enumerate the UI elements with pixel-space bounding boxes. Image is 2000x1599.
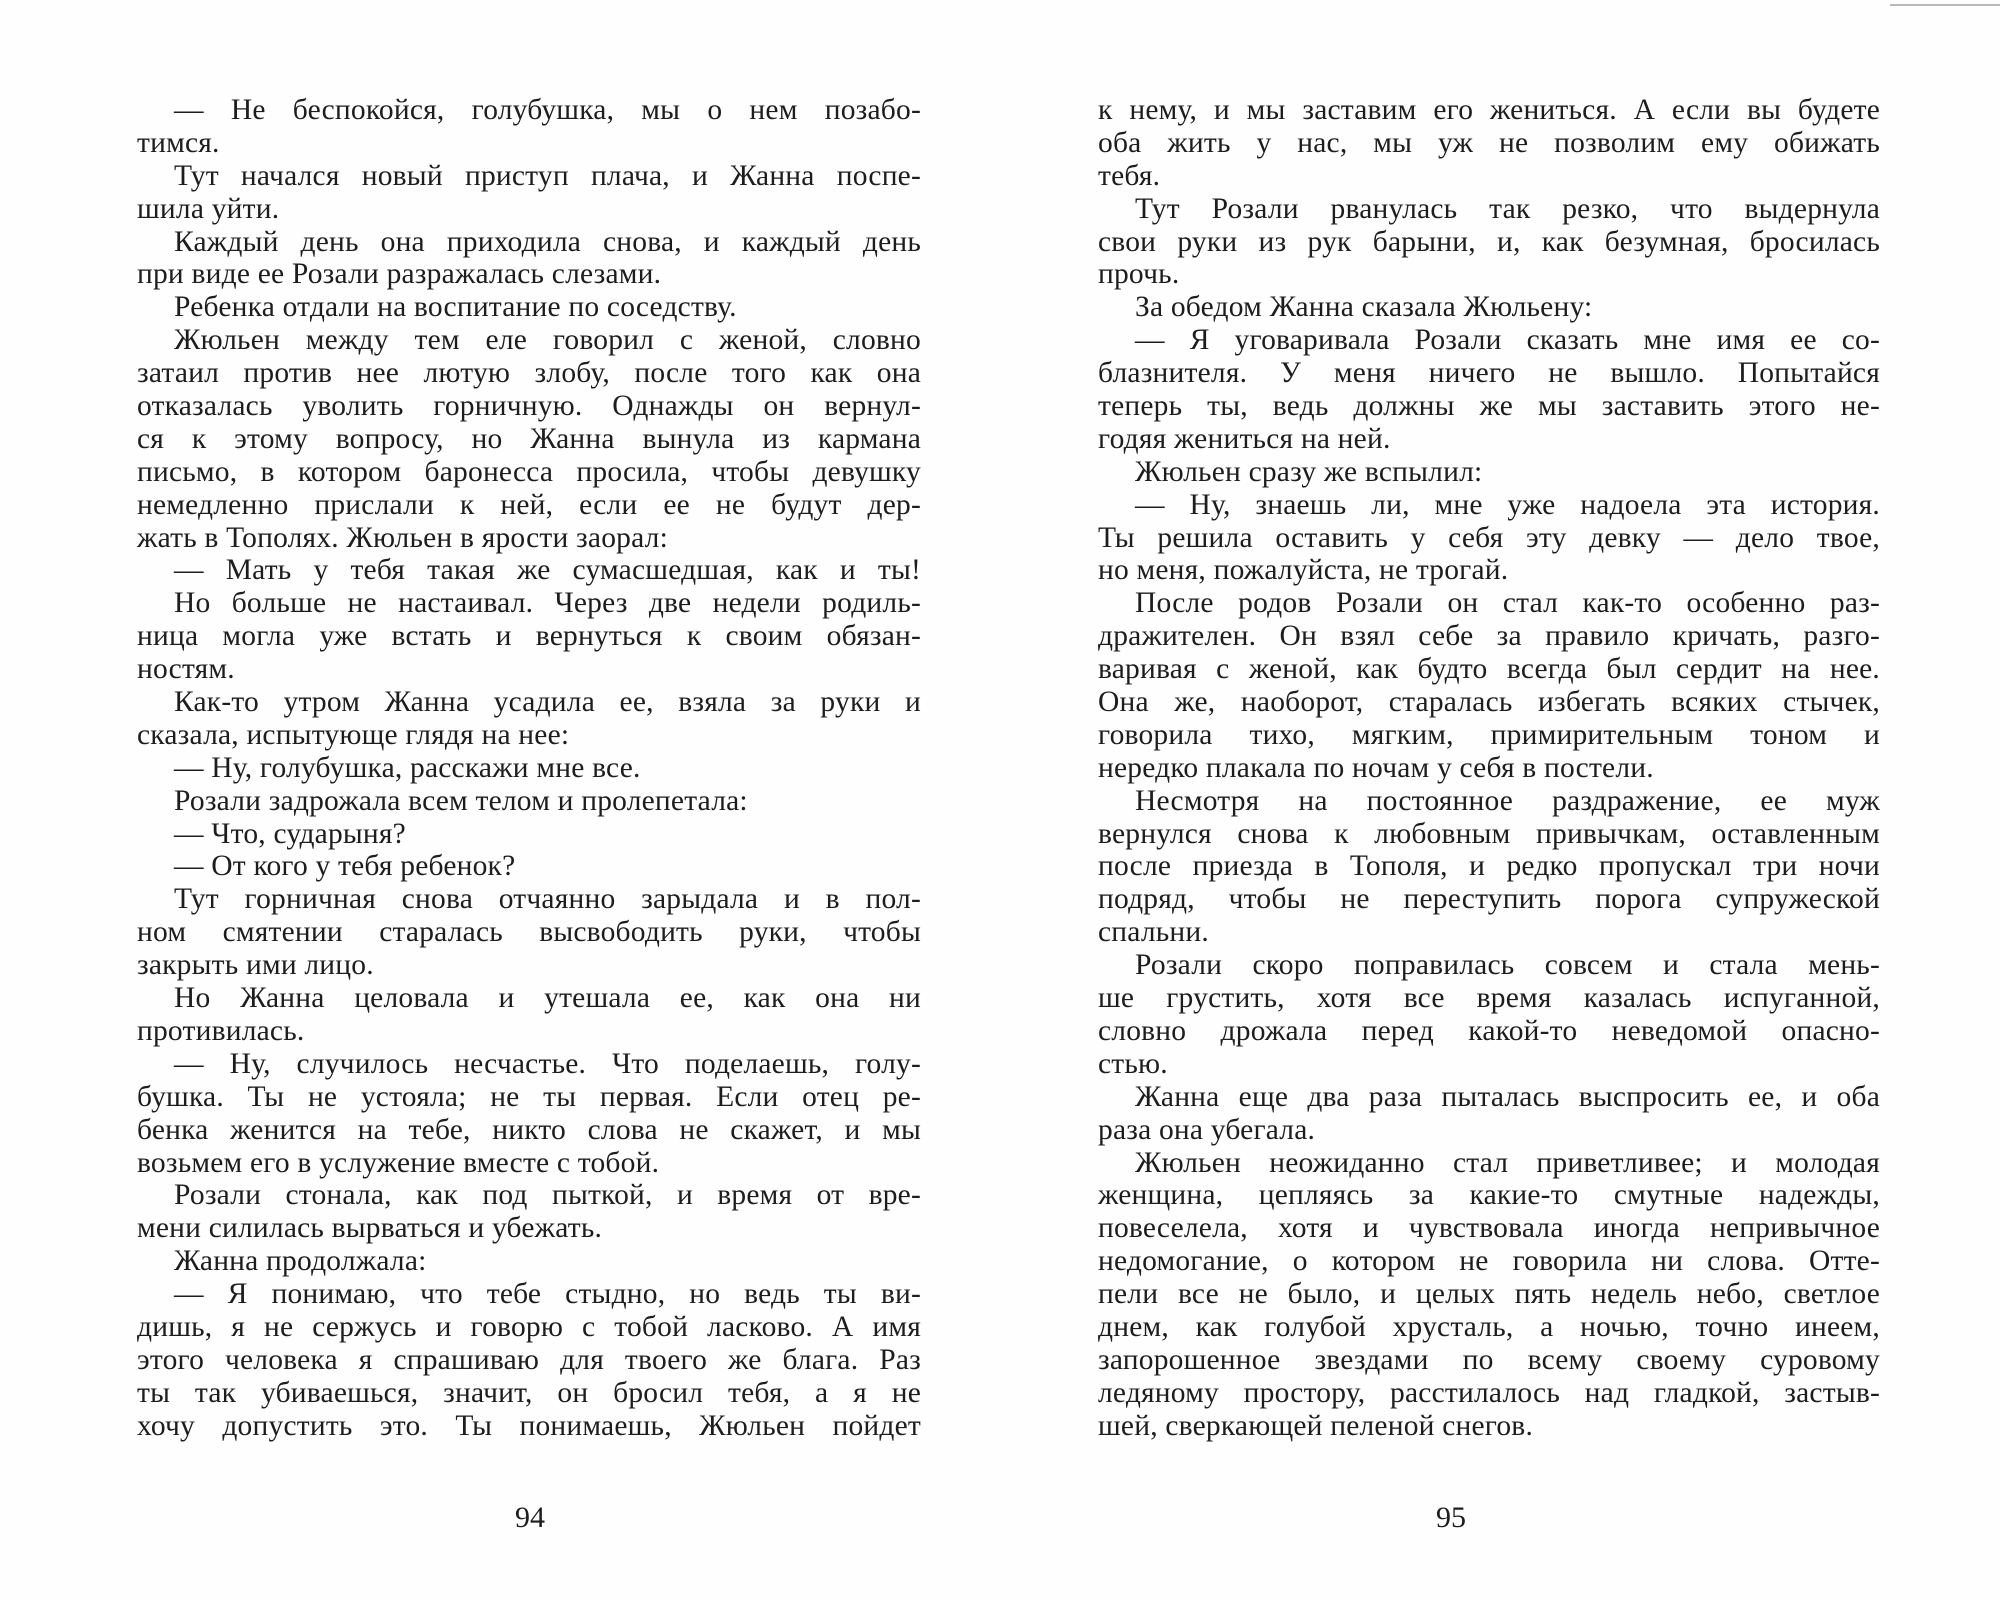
text-line: словно дрожала перед какой-то неведомой опасно- [1098,1014,1880,1047]
left-page-text [137,94,921,1443]
right-page [1098,94,1880,1443]
text-line: Ребенка отдали на воспитание по соседству. [174,291,737,324]
text-line: Розали стонала, как под пыткой, и время от вре- [174,1179,921,1212]
text-line: шила уйти. [137,192,280,225]
text-line: ледяному простору, расстилалось над гладкой, застыв- [1098,1376,1880,1409]
text-line: но меня, пожалуйста, не трогай. [1098,554,1509,587]
text-line: тебя. [1098,159,1161,192]
text-line: — Я уговаривала Розали сказать мне имя ее со- [1135,324,1880,357]
text-line: затаил против нее лютую злобу, после того как она [137,357,921,390]
text-line: блазнителя. У меня ничего не вышло. Попытайся [1098,357,1880,390]
text-line: теперь ты, ведь должны же мы заставить этого не- [1098,390,1880,423]
text-line: возьмем его в услужение вместе с тобой. [137,1146,660,1179]
text-line: — Не беспокойся, голубушка, мы о нем позабо- [174,94,921,126]
text-line: женщина, цепляясь за какие-то смутные надежды, [1098,1179,1880,1212]
scan-edge-mark [1890,4,2000,6]
text-line: ше грустить, хотя все время казалась испуганной, [1098,982,1880,1015]
text-line: Но больше не настаивал. Через две недели родиль- [174,587,921,620]
text-line: годяя жениться на ней. [1098,422,1391,455]
text-line: ты так убиваешься, значит, он бросил тебя, а я не [137,1376,921,1409]
text-line: стью. [1098,1047,1168,1080]
text-line: Но Жанна целовала и утешала ее, как она ни [174,982,921,1015]
text-line: — Я понимаю, что тебе стыдно, но ведь ты ви- [174,1278,921,1311]
text-line: тимся. [137,126,220,159]
text-line: мени силилась вырваться и убежать. [137,1212,603,1245]
text-line: пели все не было, и целых пять недель небо, светлое [1098,1278,1880,1311]
text-line: Жюльен неожиданно стал приветливее; и молодая [1135,1146,1880,1179]
text-line: запорошенное звездами по всему своему суровому [1098,1343,1880,1376]
text-line: отказалась уволить горничную. Однажды он вернул- [137,390,921,423]
text-line: прочь. [1098,258,1180,291]
text-line: Тут начался новый приступ плача, и Жанна поспе- [174,159,921,192]
text-line: ся к этому вопросу, но Жанна вынула из кармана [137,422,921,455]
text-line: дражителен. Он взял себе за правило кричать, разго- [1098,620,1880,653]
right-page-number: 95 [1436,1501,1466,1534]
text-line: спальни. [1098,916,1209,949]
text-line: шей, сверкающей пеленой снегов. [1098,1409,1534,1442]
text-line: Каждый день она приходила снова, и каждый день [174,225,921,258]
text-line: письмо, в котором баронесса просила, чтобы девушку [137,455,921,488]
text-line: противилась. [137,1014,305,1047]
text-line: — Что, сударыня? [174,817,406,850]
text-line: — От кого у тебя ребенок? [174,850,516,883]
text-line: говорила тихо, мягким, примирительным тоном и [1098,718,1880,751]
text-line: Жюльен сразу же вспылил: [1135,455,1483,488]
text-line: сказала, испытующе глядя на нее: [137,718,570,751]
text-line: свои руки из рук барыни, и, как безумная, бросилась [1098,225,1880,258]
text-line: днем, как голубой хрусталь, а ночью, точно инеем, [1098,1310,1880,1343]
text-line: немедленно прислали к ней, если ее не будут дер- [137,488,921,521]
left-page [137,94,921,1443]
text-line: повеселела, хотя и чувствовала иногда непривычное [1098,1212,1880,1245]
text-line: после приезда в Тополя, и редко пропускал три ночи [1098,850,1880,883]
text-line: оба жить у нас, мы уж не позволим ему обижать [1098,126,1880,159]
text-line: к нему, и мы заставим его жениться. А если вы будете [1098,94,1880,126]
text-line: раза она убегала. [1098,1113,1316,1146]
text-line: этого человека я спрашиваю для твоего же блага. Раз [137,1343,921,1376]
text-line: дишь, я не сержусь и говорю с тобой ласково. А имя [137,1310,921,1343]
text-line: — Ну, знаешь ли, мне уже надоела эта история. [1135,488,1880,521]
text-line: — Ну, случилось несчастье. Что поделаешь, голу- [174,1047,921,1080]
text-line: ница могла уже встать и вернуться к своим обязан- [137,620,921,653]
text-line: Она же, наоборот, старалась избегать всяких стычек, [1098,686,1880,719]
text-line: ностям. [137,653,235,686]
text-line: За обедом Жанна сказала Жюльену: [1135,291,1593,324]
text-line: бушка. Ты не устояла; не ты первая. Если отец ре- [137,1080,921,1113]
right-page-text [1098,94,1880,1443]
left-page-number: 94 [515,1501,545,1534]
text-line: хочу допустить это. Ты понимаешь, Жюльен пойдет [137,1409,921,1442]
text-line: Как-то утром Жанна усадила ее, взяла за руки и [174,686,921,719]
text-line: Ты решила оставить у себя эту девку — дело твое, [1098,521,1880,554]
text-line: Розали скоро поправилась совсем и стала мень- [1135,949,1880,982]
text-line: Жюльен между тем еле говорил с женой, словно [174,324,921,357]
text-line: Тут горничная снова отчаянно зарыдала и в пол- [174,883,921,916]
text-line: жать в Тополях. Жюльен в ярости заорал: [137,521,668,554]
text-line: Розали задрожала всем телом и пролепетала: [174,784,748,817]
text-line: Жанна продолжала: [174,1245,427,1278]
text-line: нередко плакала по ночам у себя в постели. [1098,751,1654,784]
text-line: варивая с женой, как будто всегда был сердит на нее. [1098,653,1880,686]
text-line: Тут Розали рванулась так резко, что выдернула [1135,192,1880,225]
text-line: бенка женится на тебе, никто слова не скажет, и мы [137,1113,921,1146]
text-line: ном смятении старалась высвободить руки, чтобы [137,916,921,949]
text-line: при виде ее Розали разражалась слезами. [137,258,662,291]
text-line: недомогание, о котором не говорила ни слова. Отте- [1098,1245,1880,1278]
text-line: закрыть ими лицо. [137,949,374,982]
text-line: — Ну, голубушка, расскажи мне все. [174,751,641,784]
text-line: Несмотря на постоянное раздражение, ее муж [1135,784,1880,817]
text-line: вернулся снова к любовным привычкам, оставленным [1098,817,1880,850]
text-line: подряд, чтобы не переступить порога супружеской [1098,883,1880,916]
text-line: Жанна еще два раза пыталась выспросить ее, и оба [1135,1080,1880,1113]
text-line: — Мать у тебя такая же сумасшедшая, как и ты! [174,554,921,587]
text-line: После родов Розали он стал как-то особенно раз- [1135,587,1880,620]
